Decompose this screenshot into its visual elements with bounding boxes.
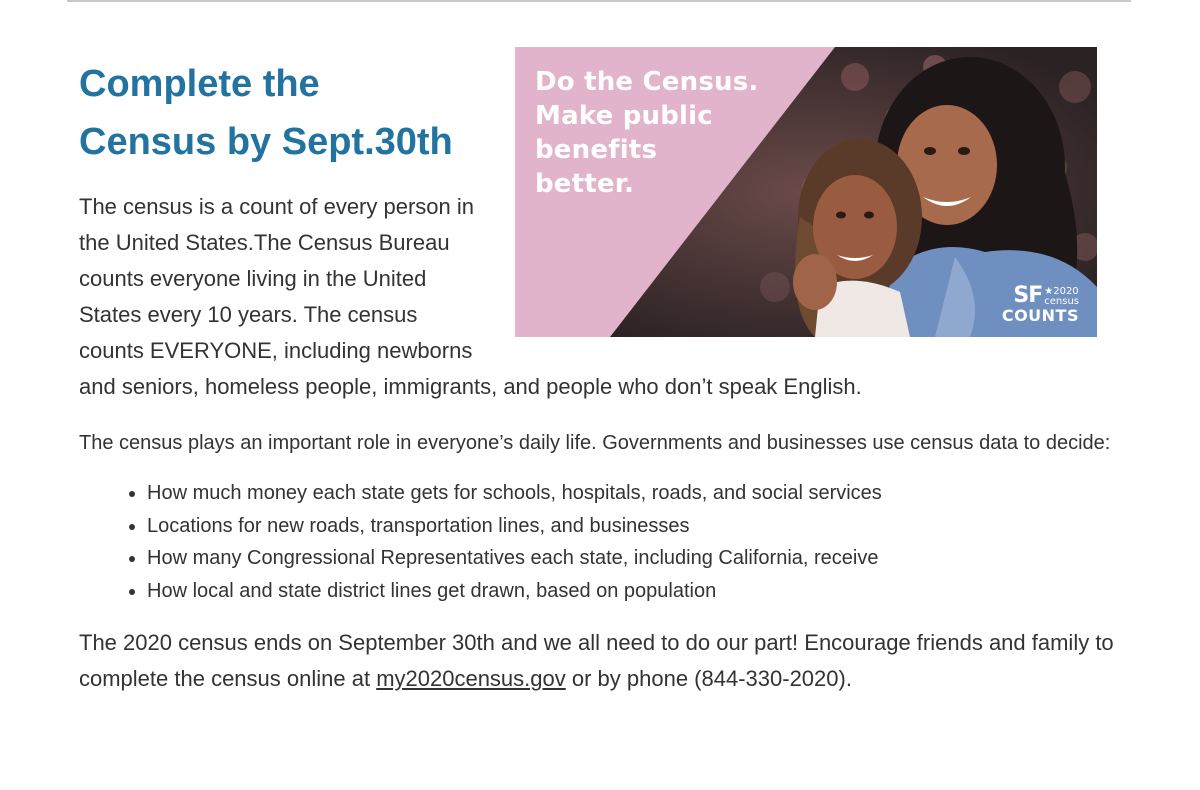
role-paragraph: The census plays an important role in everyone’s daily life. Governments and businesses use census data to decide: [79,432,1111,454]
title-line-2: Census by Sept.30th [79,121,453,163]
banner-line-2: Make public [535,101,713,131]
list-item: • How many Congressional Representatives each state, including California, receive [147,542,1119,575]
banner-line-1: Do the Census. [535,67,759,97]
list-item: • How much money each state gets for schools, hospitals, roads, and social services [147,477,1119,510]
logo-year: ★2020 [1044,286,1079,297]
intro-paragraph: The census is a count of every person in the United States.The Census Bureau counts everyone living in the United States every 10 years. The census counts EVERYONE, including newborns and seniors, homeless people, immigrants, and people who don’t speak English. [79,194,862,399]
banner-line-4: better. [535,169,635,199]
logo-census: census [1044,296,1079,307]
article-content [79,55,1119,697]
census-website-link[interactable]: my2020census.gov [376,666,566,691]
list-item: • Locations for new roads, transportation lines, and businesses [147,510,1119,543]
banner-line-3: benefits [535,135,658,165]
closing-paragraph [79,625,1119,697]
banner-slogan [535,65,758,201]
closing-text-before: The 2020 census ends on September 30th and we all need to do our part! Encourage friends and family to complete the census online at [79,630,1114,691]
title-line-1: Complete the [79,63,320,105]
closing-text-after: or by phone (844-330-2020). [565,666,852,691]
census-uses-list [79,477,1119,607]
list-item: • How local and state district lines get drawn, based on population [147,575,1119,608]
top-divider [67,0,1131,2]
logo-year-census [1044,287,1079,307]
sf-census-counts-logo [1002,285,1079,325]
logo-counts: COUNTS [1001,306,1079,325]
census-banner-image [515,47,1097,337]
logo-sf: SF [1013,283,1043,308]
